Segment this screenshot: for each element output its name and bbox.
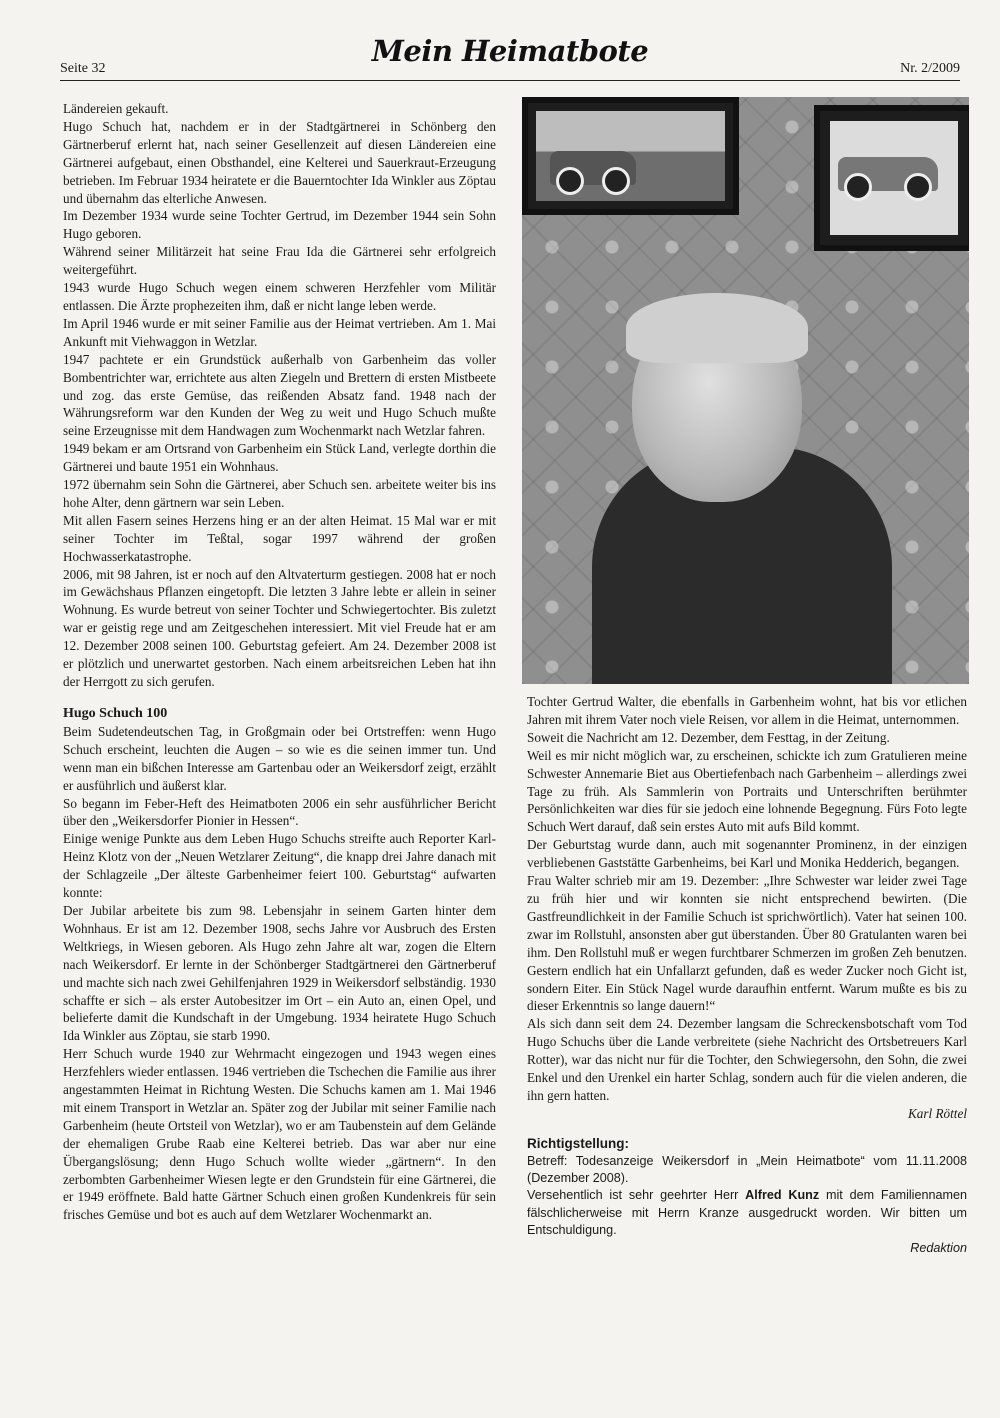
- issue-number: Nr. 2/2009: [900, 61, 960, 76]
- paragraph: Ländereien gekauft.: [63, 101, 169, 116]
- masthead-logo: Mein Heimatbote: [371, 34, 649, 68]
- paragraph: Soweit die Nachricht am 12. Dezember, dem Festtag, in der Zeitung.: [527, 729, 890, 745]
- paragraph: 1947 pachtete er ein Grundstück außerhalb von Garbenheim das voller Bombentrichter war, errichtete aus alten Ziegeln und Brettern di ersten Mistbeete und zog. das erste Gemüse, das reißenden Absatz fand. 1948 nach der Währungsreform war den Kunden der Weg zu weit und Hugo Schuch mußte seine Erzeugnisse mit dem Handwagen zum Wochenmarkt nach Wetzlar fahren.: [63, 351, 496, 439]
- paragraph: Im April 1946 wurde er mit seiner Familie aus der Heimat vertrieben. Am 1. Mai Ankunft mit Viehwaggon in Wetzlar.: [63, 315, 496, 349]
- author-signature: Karl Röttel: [908, 1105, 967, 1121]
- paragraph: Weil es mir nicht möglich war, zu erscheinen, schickte ich zum Gratulieren meine Schwester Annemarie Biet aus Obertiefenbach nach Garbenheim – allerdings zwei Tage zu früh. Als Sammlerin von Portraits und Unterschriften berühmter Persönlichkeiten war dies für sie jedoch eine lohnende Begegnung. Fürs Foto legte Schuch Wert darauf, daß sein erstes Auto mit aufs Bild kommt.: [527, 747, 967, 835]
- paragraph: So begann im Feber-Heft des Heimatboten 2006 ein sehr ausführlicher Bericht über den „Weikersdorfer Pionier in Hessen“.: [63, 795, 496, 829]
- paragraph: Einige wenige Punkte aus dem Leben Hugo Schuchs streifte auch Reporter Karl-Heinz Klotz von der „Neuen Wetzlarer Zeitung“, die knapp drei Jahre danach mit der Schlagzeile „Der älteste Garbenheimer feiert 100. Geburtstag“ aufwarten konnte:: [63, 831, 496, 901]
- paragraph: Während seiner Militärzeit hat seine Frau Ida die Gärtnerei sehr erfolgreich weitergeführt.: [63, 244, 496, 278]
- paragraph: Als sich dann seit dem 24. Dezember langsam die Schreckensbotschaft vom Tod Hugo Schuchs über die Lande verbreitete (siehe Nachricht des Ortsbetreuers Karl Rotter), war das nicht nur für die Tochter, den Schwiegersohn, den Sohn, die zwei Enkel und den Urenkel ein harter Schlag, sondern auch für die vielen anderen, die ihn gern hatten.: [527, 1016, 967, 1103]
- editor-signature: Redaktion: [910, 1240, 967, 1255]
- correction-heading: Richtigstellung:: [527, 1135, 629, 1151]
- paragraph: Frau Walter schrieb mir am 19. Dezember: „Ihre Schwester war leider zwei Tage zu früh hier und wir konnten sie nicht entsprechend bewirten. (Die Gastfreundlichkeit in der Familie Schuch ist sprichwörtlich). Vater hat seinen 100. zwar im Rollstuhl, ansonsten aber gut überstanden. Über 80 Gratulanten waren bei ihm. Den Rollstuhl muß er wegen furchtbarer Schmerzen im großen Zeh benutzen. Gestern endlich hat ein Unfallarzt gefunden, daß es weder Zucker noch Gicht ist, sondern Eiter. Ein Stück Nagel wurde daraufhin entfernt. Warum mußte es bis zu dieser Erkenntnis so lange dauern!“: [527, 873, 967, 1014]
- left-column: [63, 100, 496, 1224]
- page-number: Seite 32: [60, 61, 106, 76]
- framed-picture-left: [522, 97, 739, 215]
- paragraph: 1949 bekam er am Ortsrand von Garbenheim ein Stück Land, verlegte dorthin die Gärtnerei und baute 1951 ein Wohnhaus.: [63, 441, 496, 475]
- paragraph: 2006, mit 98 Jahren, ist er noch auf den Altvaterturm gestiegen. 2008 hat er noch im Gewächshaus Pflanzen eingetopft. Die letzten 3 Jahre lebte er allein in seiner Wohnung. Es wurde betreut von seiner Tochter und Schwiegertochter. Bis zuletzt war er geistig rege und am Zeitgeschehen interessiert. Mit viel Freude hat er am 12. Dezember 2008 seinen 100. Geburtstag gefeiert. Am 24. Dezember 2008 ist er plötzlich und unerwartet gestorben. Nach einem arbeitsreichen Leben hat ihn der Herrgott zu sich gerufen.: [63, 566, 496, 689]
- paragraph: Im Dezember 1934 wurde seine Tochter Gertrud, im Dezember 1944 sein Sohn Hugo geboren.: [63, 208, 496, 242]
- correction-text: Betreff: Todesanzeige Weikersdorf in „Mein Heimatbote“ vom 11.11.2008 (Dezember 2008).: [527, 1153, 967, 1186]
- paragraph: Der Jubilar arbeitete bis zum 98. Lebensjahr in seinem Garten hinter dem Wohnhaus. Er ist am 12. Dezember 1908, sechs Jahre vor Ausbruch des Ersten Weltkriegs, in Wiesen geboren. Als Hugo zehn Jahre alt war, zogen die Eltern nach Weikersdorf. Er lernte in der Schönberger Stadtgärtnerei den Gärtnerberuf und machte sich nach zwei Gehilfenjahren 1929 in Weikersdorf selbständig. 1930 schaffte er sich – als erster Autobesitzer im Ort – ein Auto an, einen Opel, und belieferte damit die Kundschaft in der Umgebung. 1934 heiratete Hugo Schuch Ida Winkler aus Zöptau, sie starb 1990.: [63, 902, 496, 1044]
- framed-picture-car: [814, 105, 969, 251]
- hair: [626, 293, 808, 363]
- paragraph: Tochter Gertrud Walter, die ebenfalls in Garbenheim wohnt, hat bis vor etlichen Jahren mit ihrem Vater noch viele Reisen, vor allem in die Heimat, unternommen.: [527, 694, 967, 727]
- paragraph: Beim Sudetendeutschen Tag, in Großgmain oder bei Ortstreffen: wenn Hugo Schuch erscheint, leuchten die Augen – so wie es die seinen immer tun. Und wenn man ein bißchen Interesse am Gartenbau oder an Weikersdorf zeigt, erzählt er ausführlich und äußerst klar.: [63, 723, 496, 793]
- paragraph: Herr Schuch wurde 1940 zur Wehrmacht eingezogen und 1943 wegen eines Herzfehlers wieder entlassen. 1946 vertrieben die Tschechen die Familie aus ihrer angestammten Heimat in Richtung Westen. Die Schuchs kamen am 1. Mai 1946 mit einem Transport in Wetzlar an. Später zog der Jubilar mit seiner Familie nach Garbenheim (heute Ortsteil von Wetzlar), wo er am Taubenstein auf dem Gelände der ehemaligen Grube Raab eine Kelterei betrieb. Das war aber nur eine Übergangslösung; denn Hugo Schuch wollte wieder „gärtnern“. In den zerbombten Garbenheimer Wiesen legte er den Grundstein für eine Gärtnerei, die er 1949 eröffnete. Bald hatte Gärtner Schuch einen großen Kundenkreis für sein frisches Gemüse und bot es auch auf dem Wetzlarer Wochenmarkt an.: [63, 1046, 496, 1223]
- paragraph: 1943 wurde Hugo Schuch wegen einem schweren Herzfehler vom Militär entlassen. Die Ärzte prophezeiten ihm, daß er nicht lange leben werde.: [63, 280, 496, 313]
- portrait-photo: [522, 97, 969, 684]
- paragraph: Hugo Schuch hat, nachdem er in der Stadtgärtnerei in Schönberg den Gärtnerberuf erlernt hat, nach seiner Gesellenzeit auf diesen Ländereien eine Gärtnerei aufgebaut, einen Obsthandel, eine Kelterei und Sauerkraut-Erzeugung betrieben. Im Februar 1934 heiratete er die Bauerntochter Ida Winkler aus Zöptau und übernahm das elterliche Anwesen.: [63, 118, 496, 206]
- section-heading: Hugo Schuch 100: [63, 705, 168, 721]
- paragraph: Der Geburtstag wurde dann, auch mit sogenannter Prominenz, in der einzigen verbliebenen Gaststätte Garbenheims, bei Karl und Monika Hedderich, begangen.: [527, 837, 967, 871]
- page-header: [60, 34, 960, 81]
- correction-text: Versehentlich ist sehr geehrter Herr Alfred Kunz mit dem Familiennamen fälschlicherweise mit Herrn Kranze ausgedruckt worden. Wir bitten um Entschuldigung.: [527, 1188, 967, 1238]
- paragraph: 1972 übernahm sein Sohn die Gärtnerei, aber Schuch sen. arbeitete weiter bis ins hohe Alter, denn gärtnern war sein Leben.: [63, 477, 496, 510]
- right-column: [527, 693, 967, 1257]
- corrected-name: Alfred Kunz: [745, 1188, 820, 1203]
- paragraph: Mit allen Fasern seines Herzens hing er an der alten Heimat. 15 Mal war er mit seiner Tochter im Teßtal, sogar 1997 während der großen Hochwasserkatastrophe.: [63, 512, 496, 564]
